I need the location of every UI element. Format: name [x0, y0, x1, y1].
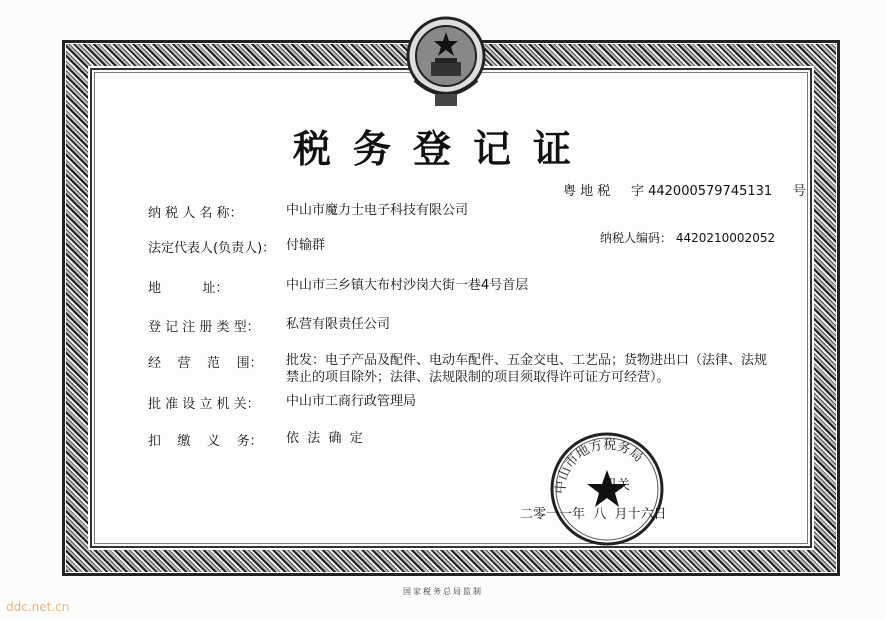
field-label: 批 准 设 立 机 关：	[148, 397, 260, 412]
tax-number-suffix: 号	[792, 184, 806, 199]
field-value: 付输群	[286, 238, 326, 253]
payer-code: 4420210002052	[675, 231, 776, 245]
field-label: 地 址：	[148, 281, 229, 296]
field-value: 中山市魔力士电子科技有限公司	[286, 203, 469, 218]
issue-date: 二零一一年 八 月十六日	[520, 507, 667, 522]
field-value: 私营有限责任公司	[286, 317, 391, 332]
national-emblem-icon	[405, 10, 487, 110]
field-label: 法定代表人(负责人)：	[148, 241, 276, 256]
certificate-title: 税务登记证	[292, 126, 593, 171]
tax-number-line	[563, 180, 806, 199]
site-watermark: ddc.net.cn	[6, 600, 70, 614]
field-label: 纳 税 人 名 称：	[148, 206, 243, 221]
field-label: 经 营 范 围：	[148, 356, 263, 371]
tax-number-prefix: 粤 地 税	[563, 184, 611, 199]
tax-number: 442000579745131	[648, 184, 773, 199]
field-value: 中山市工商行政管理局	[286, 394, 417, 409]
payer-code-label: 纳税人编码：	[600, 231, 673, 245]
supervision-footer: 国家税务总局监制	[403, 587, 483, 596]
field-label: 扣 缴 义 务：	[148, 434, 263, 449]
field-value: 批发：电子产品及配件、电动车配件、五金交电、工艺品；货物进出口（法律、法规禁止的项目除外；法律、法规限制的项目须取得许可证方可经营）。	[286, 353, 768, 385]
seal-text: 中山市地方税务局	[553, 437, 646, 495]
issuing-authority-tail: 机关	[604, 478, 631, 493]
field-value: 依 法 确 定	[286, 431, 363, 446]
field-label: 登 记 注 册 类 型：	[148, 320, 260, 335]
field-value: 中山市三乡镇大布村沙岗大街一巷4号首层	[286, 278, 529, 293]
tax-number-label: 字	[630, 184, 644, 199]
